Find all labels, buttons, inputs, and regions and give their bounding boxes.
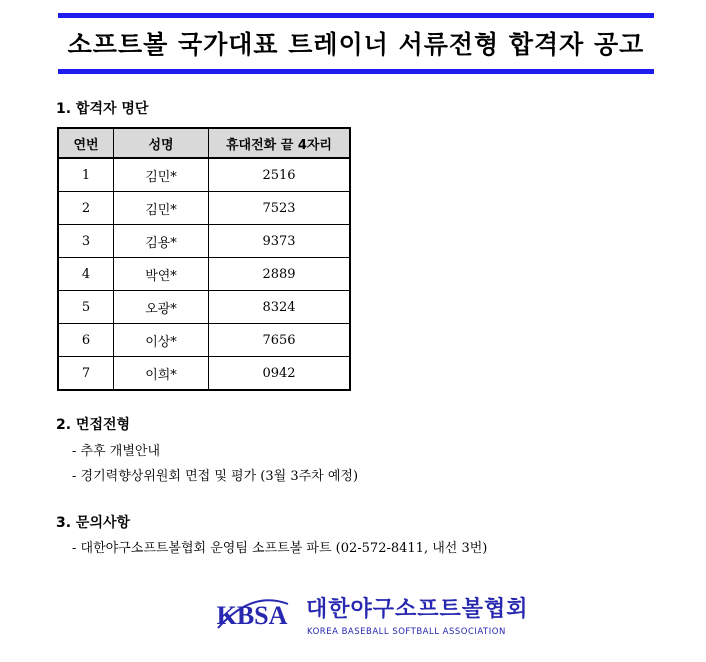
- section3-item: - 대한야구소프트볼협회 운영팀 소프트볼 파트 (02-572-8411, 내선 3번): [72, 541, 488, 556]
- cell-name: 오광*: [114, 291, 209, 324]
- cell-phone: 8324: [209, 291, 351, 324]
- cell-name: 김민*: [114, 192, 209, 225]
- header-phone: 휴대전화 끝 4자리: [209, 128, 351, 158]
- section2-title: 2. 면접전형: [56, 417, 131, 433]
- header-name: 성명: [114, 128, 209, 158]
- cell-index: 7: [58, 357, 114, 391]
- cell-index: 5: [58, 291, 114, 324]
- section2-item: - 추후 개별안내: [72, 444, 161, 459]
- cell-name: 박연*: [114, 258, 209, 291]
- table-row: [58, 192, 350, 225]
- kbsa-logo-icon: [204, 588, 300, 638]
- cell-index: 4: [58, 258, 114, 291]
- header-index: 연번: [58, 128, 114, 158]
- section3-title: 3. 문의사항: [56, 515, 131, 531]
- cell-phone: 7523: [209, 192, 351, 225]
- cell-index: 6: [58, 324, 114, 357]
- cell-name: 이희*: [114, 357, 209, 391]
- cell-index: 3: [58, 225, 114, 258]
- roster-table: [57, 127, 351, 391]
- table-row: [58, 258, 350, 291]
- section2-item: - 경기력향상위원회 면접 및 평가 (3월 3주차 예정): [72, 469, 359, 484]
- page-title: 소프트볼 국가대표 트레이너 서류전형 합격자 공고: [67, 30, 645, 59]
- cell-index: 1: [58, 158, 114, 192]
- table-row: [58, 291, 350, 324]
- logo-name: 대한야구소프트볼협회: [306, 597, 529, 622]
- table-header-row: [58, 128, 350, 158]
- section1-title: 1. 합격자 명단: [56, 101, 149, 117]
- cell-phone: 9373: [209, 225, 351, 258]
- cell-phone: 0942: [209, 357, 351, 391]
- cell-phone: 2889: [209, 258, 351, 291]
- table-row: [58, 225, 350, 258]
- cell-name: 김민*: [114, 158, 209, 192]
- cell-index: 2: [58, 192, 114, 225]
- table-row: [58, 357, 350, 391]
- cell-phone: 2516: [209, 158, 351, 192]
- cell-phone: 7656: [209, 324, 351, 357]
- table-row: [58, 158, 350, 192]
- table-row: [58, 324, 350, 357]
- cell-name: 이상*: [114, 324, 209, 357]
- title-rule-top: [58, 13, 654, 18]
- title-rule-bottom: [58, 69, 654, 74]
- cell-name: 김용*: [114, 225, 209, 258]
- logo-subtitle: KOREA BASEBALL SOFTBALL ASSOCIATION: [307, 627, 506, 637]
- logo-mark-text: KBSA: [216, 601, 288, 630]
